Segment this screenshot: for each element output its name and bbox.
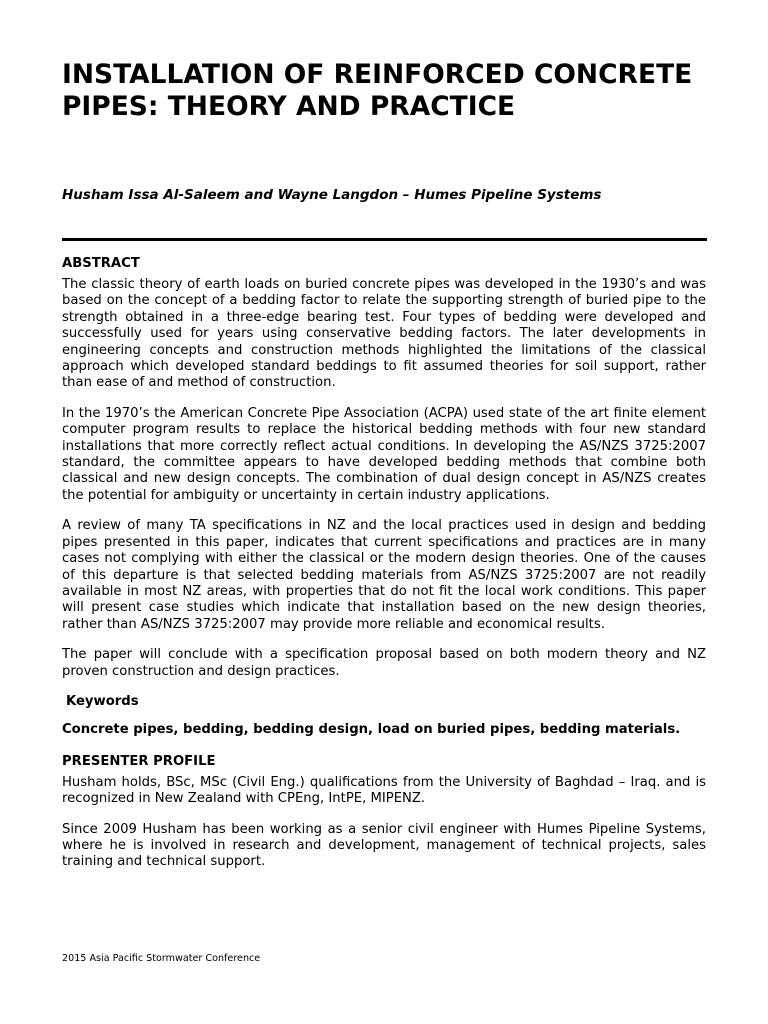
abstract-paragraph-3: A review of many TA specifications in NZ and the local practices used in design and bedding pipes presented in this paper, indicates that current specifications and practices are in many cases not complying with either the classical or the modern design theories. One of the causes of this departure is that selected bedding materials from AS/NZS 3725:2007 are not readily available in most NZ areas, with properties that do not fit the local work conditions. This paper will present case studies which indicate that installation based on the new design theories, rather than AS/NZS 3725:2007 may provide more reliable and economical results. — [62, 518, 706, 632]
abstract-heading: ABSTRACT — [62, 256, 140, 271]
paper-title: INSTALLATION OF REINFORCED CONCRETE PIPES: THEORY AND PRACTICE — [62, 59, 693, 122]
abstract-paragraph-2: In the 1970’s the American Concrete Pipe Association (ACPA) used state of the art finite element computer program results to replace the historical bedding methods with four new standard installations that more correctly reflect actual conditions. In developing the AS/NZS 3725:2007 standard, the committee appears to have developed bedding methods that combine both classical and new design concepts. The combination of dual design concept in AS/NZS creates the potential for ambiguity or uncertainty in certain industry applications. — [62, 405, 706, 503]
keywords-heading: Keywords — [66, 693, 139, 709]
presenter-paragraph-1: Husham holds, BSc, MSc (Civil Eng.) qualifications from the University of Baghdad – Iraq. and is recognized in New Zealand with CPEng, IntPE, MIPENZ. — [62, 774, 706, 807]
presenter-heading: PRESENTER PROFILE — [62, 753, 216, 769]
paper-body — [62, 255, 706, 885]
abstract-paragraph-4: The paper will conclude with a specification proposal based on both modern theory and NZ proven construction and design practices. — [62, 647, 706, 679]
presenter-paragraph-2: Since 2009 Husham has been working as a senior civil engineer with Humes Pipeline Systems, where he is involved in research and development, management of technical projects, sales training and technical support. — [62, 821, 706, 870]
authors-line: Husham Issa Al-Saleem and Wayne Langdon – Humes Pipeline Systems — [62, 187, 602, 203]
keywords-text: Concrete pipes, bedding, bedding design, load on buried pipes, bedding materials. — [62, 722, 681, 738]
header-divider — [62, 238, 707, 241]
abstract-paragraph-1: The classic theory of earth loads on buried concrete pipes was developed in the 1930’s and was based on the concept of a bedding factor to relate the supporting strength of buried pipe to the strength obtained in a three-edge bearing test. Four types of bedding were developed and successfully used for years using conservative bedding factors. The later developments in engineering concepts and construction methods highlighted the limitations of the classical approach which developed standard beddings to fit assumed theories for soil support, rather than ease of and method of construction. — [62, 277, 706, 391]
page-footer: 2015 Asia Pacific Stormwater Conference — [62, 953, 261, 964]
